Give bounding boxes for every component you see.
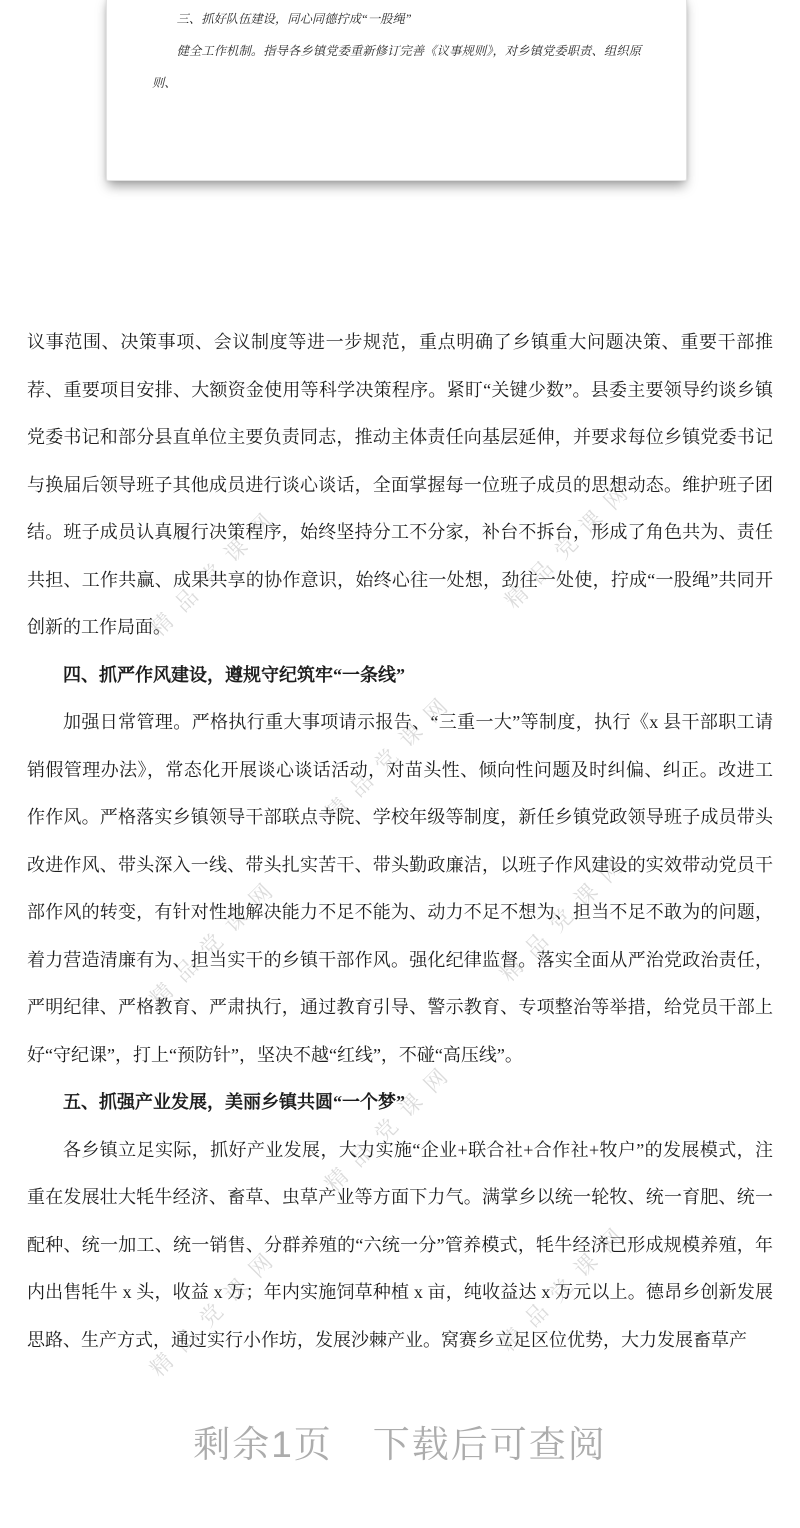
remaining-pages-label: 剩余1页 <box>193 1424 333 1465</box>
previous-page-preview-card <box>106 0 687 181</box>
paragraph-continuation: 议事范围、决策事项、会议制度等进一步规范，重点明确了乡镇重大问题决策、重要干部推荐、重要项目安排、大额资金使用等科学决策程序。紧盯“关键少数”。县委主要领导约谈乡镇党委书记和部分县直单位主要负责同志，推动主体责任向基层延伸，并要求每位乡镇党委书记与换届后领导班子其他成员进行谈心谈话，全面掌握每一位班子成员的思想动态。维护班子团结。班子成员认真履行决策程序，始终坚持分工不分家，补台不拆台，形成了角色共为、责任共担、工作共赢、成果共享的协作意识，始终心往一处想，劲往一处使，拧成“一股绳”共同开创新的工作局面。 <box>27 332 773 637</box>
pager-notice <box>0 1422 800 1468</box>
watermark-text: 精品党课网 <box>319 1054 462 1197</box>
watermark-text: 精品党课网 <box>319 684 462 827</box>
document-body <box>27 319 773 1413</box>
watermark-text: 精品党课网 <box>144 869 287 1012</box>
watermark-text: 精品党课网 <box>144 499 287 642</box>
section-heading-5: 五、抓强产业发展，美丽乡镇共圆“一个梦” <box>63 1092 405 1112</box>
watermark-text: 精品党课网 <box>499 471 642 614</box>
section-heading-4: 四、抓严作风建设，遵规守纪筑牢“一条线” <box>63 664 405 685</box>
paragraph: 各乡镇立足实际，抓好产业发展，大力实施“企业+联合社+合作社+牧户”的发展模式，注重在发展壮大牦牛经济、畜草、虫草产业等方面下力气。满掌乡以统一轮牧、统一育肥、统一配种、统一加工、统一销售、分群养殖的“六统一分”管养模式，牦牛经济已形成规模养殖，年内出售牦牛 x 头，收益 x 万；年内实施饲草种植 x 亩，纯收益达 x 万元以上。德昂乡创新发展思路、生产方式，通过实行小作坊，发展沙棘产业。窝赛乡立足区位优势，大力发展畜草产 <box>27 1139 773 1350</box>
watermark-text: 精品党课网 <box>494 1214 637 1357</box>
prev-page-paragraph: 健全工作机制。指导各乡镇党委重新修订完善《议事规则》，对乡镇党委职责、组织原则、 <box>152 44 641 90</box>
watermark-text: 精品党课网 <box>494 844 637 987</box>
download-hint-label: 下载后可查阅 <box>372 1424 607 1465</box>
watermark-text: 精品党课网 <box>144 1239 287 1382</box>
paragraph: 加强日常管理。严格执行重大事项请示报告、“三重一大”等制度，执行《x 县干部职工请销假管理办法》，常态化开展谈心谈话活动，对苗头性、倾向性问题及时纠偏、纠正。改进工作作风。严格落实乡镇领导干部联点寺院、学校年级等制度，新任乡镇党政领导班子成员带头改进作风、带头深入一线、带头扎实苦干、带头勤政廉洁，以班子作风建设的实效带动党员干部作风的转变，有针对性地解决能力不足不能为、动力不足不想为、担当不足不敢为的问题，着力营造清廉有为、担当实干的乡镇干部作风。强化纪律监督。落实全面从严治党政治责任，严明纪律、严格教育、严肃执行，通过教育引导、警示教育、专项整治等举措，给党员干部上好“守纪课”，打上“预防针”，坚决不越“红线”，不碰“高压线”。 <box>27 712 773 1065</box>
prev-page-section-heading: 三、抓好队伍建设，同心同德拧成“一股绳” <box>176 12 412 26</box>
